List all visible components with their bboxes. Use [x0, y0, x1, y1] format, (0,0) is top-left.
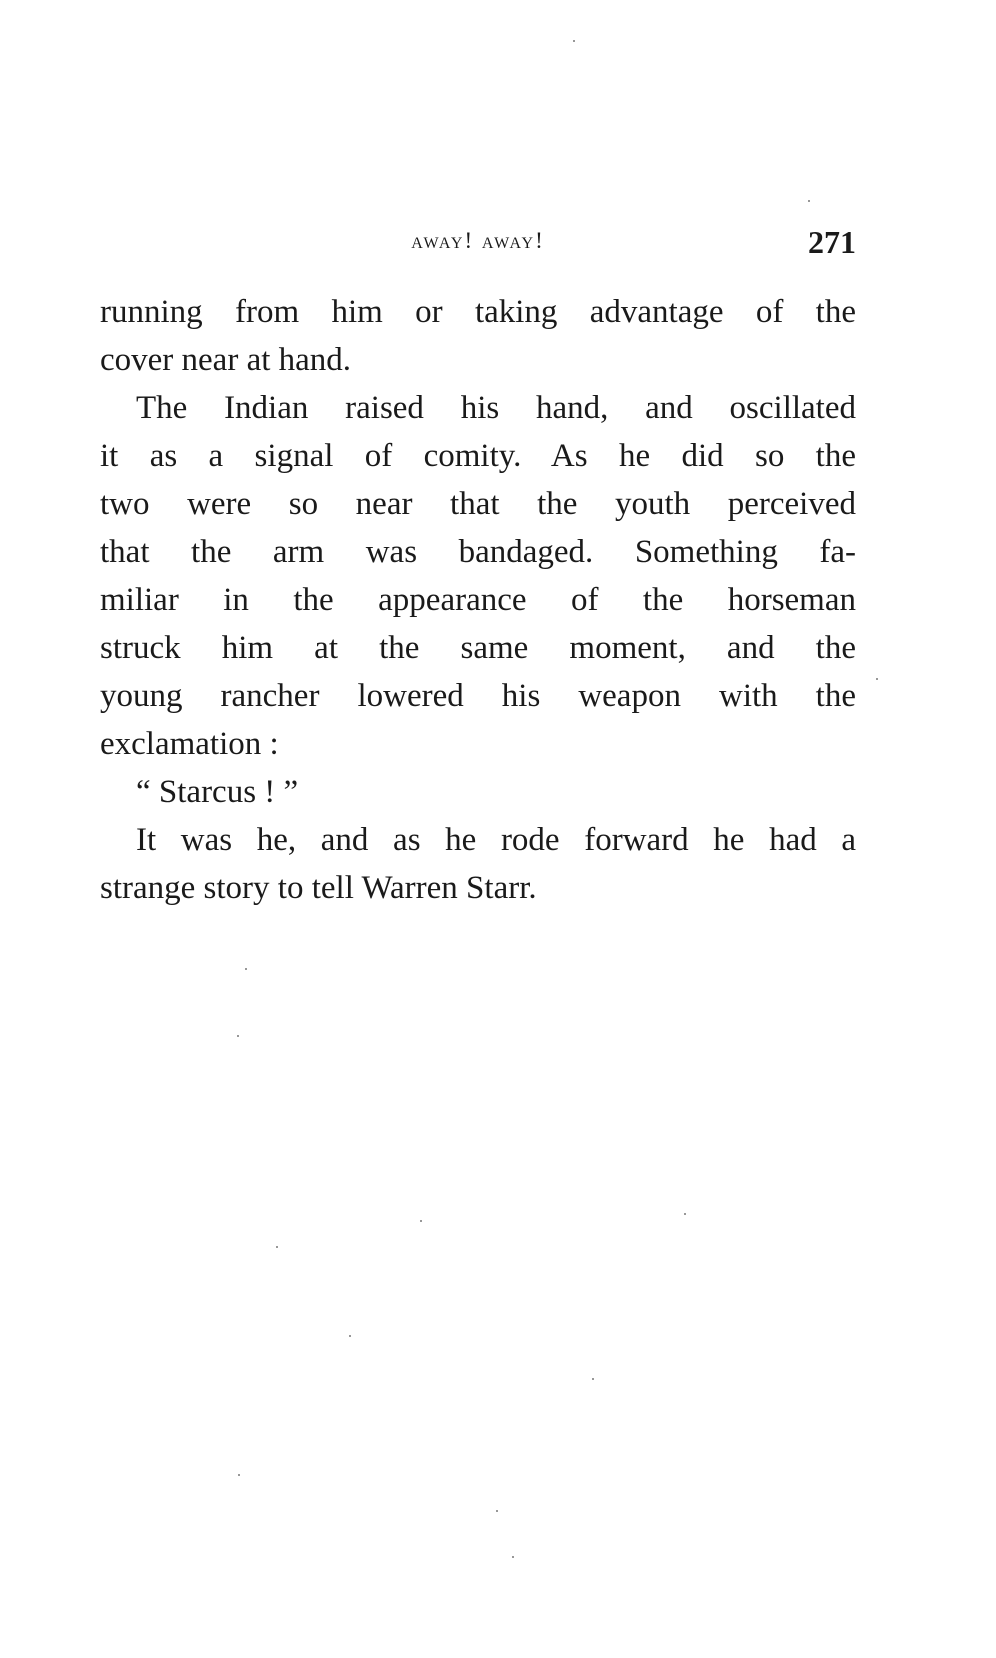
text-line: miliar in the appearance of the horseman [100, 582, 856, 618]
running-head [100, 224, 856, 268]
scan-speck [496, 1510, 498, 1512]
scan-speck [512, 1556, 514, 1558]
scan-speck [808, 200, 810, 202]
text-line: young rancher lowered his weapon with the [100, 678, 856, 714]
text-line: it as a signal of comity. As he did so the [100, 438, 856, 474]
text-line: exclamation : [100, 726, 279, 762]
scan-speck [276, 1246, 278, 1248]
scan-speck [684, 1213, 686, 1215]
text-line: that the arm was bandaged. Something fa- [100, 534, 856, 570]
text-line: cover near at hand. [100, 342, 352, 378]
scan-speck [573, 40, 575, 42]
text-line: It was he, and as he rode forward he had a [136, 822, 856, 858]
scan-speck [420, 1220, 422, 1222]
text-line: strange story to tell Warren Starr. [100, 870, 537, 906]
running-title: away! away! [411, 228, 545, 253]
scan-speck [876, 678, 878, 680]
scan-speck [238, 1474, 240, 1476]
text-line: struck him at the same moment, and the [100, 630, 856, 666]
scan-speck [237, 1035, 239, 1037]
scan-speck [592, 1378, 594, 1380]
text-line: The Indian raised his hand, and oscillated [136, 390, 856, 426]
page-number: 271 [808, 224, 856, 260]
scan-speck [245, 968, 247, 970]
scan-speck [349, 1335, 351, 1337]
text-line: “ Starcus ! ” [136, 774, 299, 810]
text-line: two were so near that the youth perceived [100, 486, 856, 522]
body-text [100, 288, 856, 912]
text-line: running from him or taking advantage of the [100, 294, 856, 330]
